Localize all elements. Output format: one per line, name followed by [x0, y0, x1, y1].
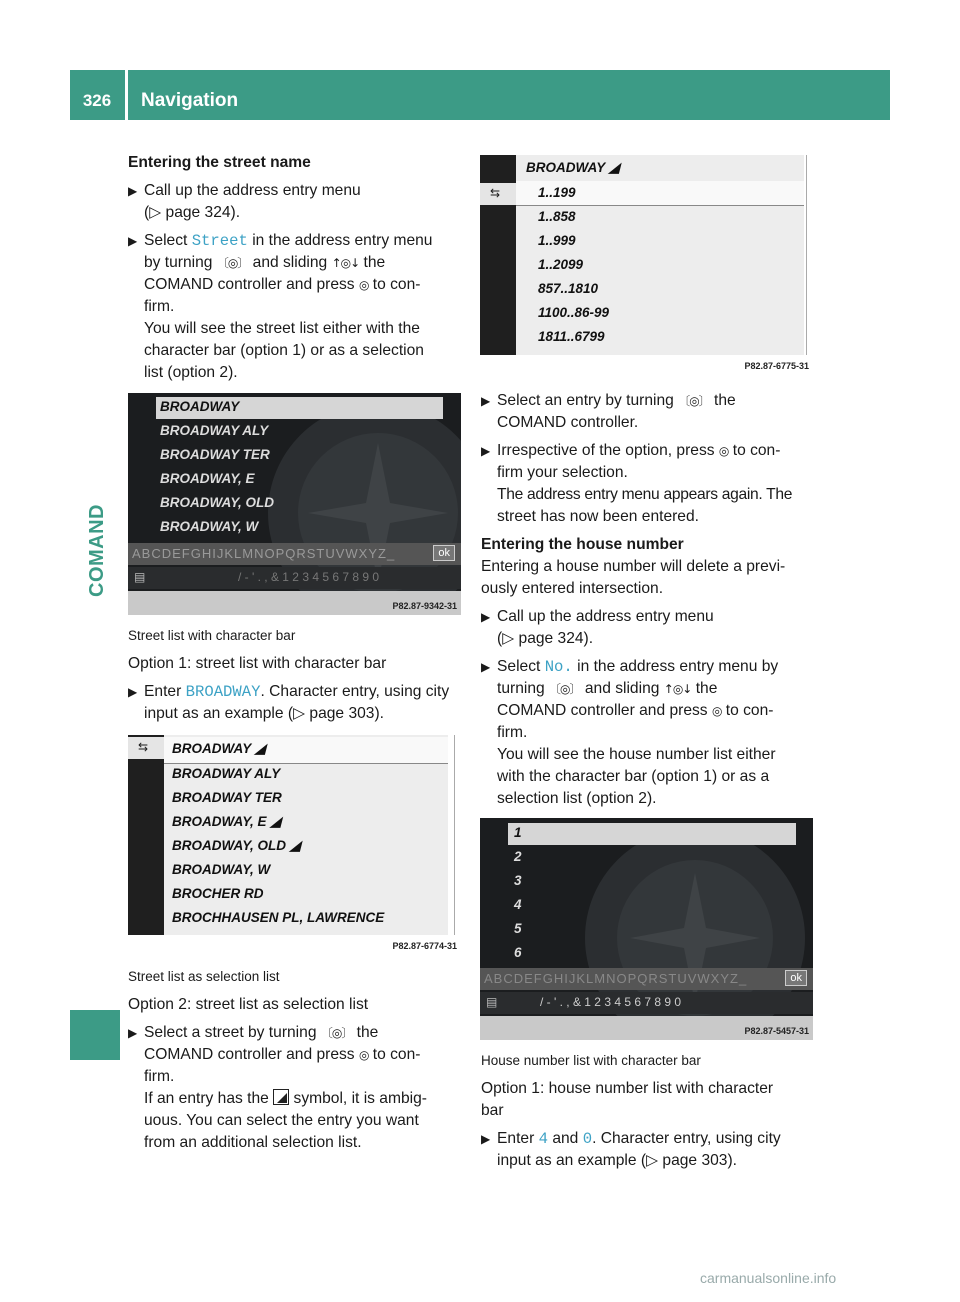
list-item: BROADWAY TER — [160, 447, 270, 462]
list-item: BROADWAY ◢ — [172, 741, 266, 756]
screenshot-street-selection-list — [128, 735, 461, 955]
digit-4-entry: 4 — [538, 1130, 548, 1148]
list-item: BROADWAY, E — [160, 471, 255, 486]
character-bar: ABCDEFGHIJKLMNOPQRSTUVWXYZ_ ok — [480, 968, 813, 990]
back-icon: ▤ — [134, 570, 146, 584]
heading-house-number: Entering the house number — [481, 536, 684, 553]
ambiguous-symbol-icon — [273, 1089, 289, 1105]
back-icon: ⇆ — [138, 740, 149, 754]
heading-street-name: Entering the street name — [128, 154, 311, 171]
street-menu-item: Street — [191, 232, 248, 250]
turn-controller-icon: 〔◎〕 — [549, 682, 581, 696]
press-controller-icon: ◎ — [358, 278, 369, 292]
bullet-icon: ▶ — [481, 660, 491, 674]
list-item: BROADWAY — [160, 399, 240, 414]
watermark: carmanualsonline.info — [700, 1270, 837, 1286]
digit-0-entry: 0 — [582, 1130, 593, 1148]
list-item: 1..199 — [538, 185, 576, 200]
step-select-street-list: ▶ Select a street by turning 〔◎〕 the COMAND controller and press ◎ to con- firm. If an entry has the symbol, it is ambig- uous. You can select the entry you want from an additional selection list. — [128, 1024, 427, 1151]
step-confirm-selection: ▶ Irrespective of the option, press ◎ to con- firm your selection. The address entry menu appears again. The street has now been entered. — [481, 442, 793, 525]
list-item: 857..1810 — [538, 281, 599, 296]
list-item: 4 — [514, 897, 522, 912]
option-1-house-label: Option 1: house number list with character — [481, 1080, 774, 1097]
number-bar: ▤ / - ' . , & 1 2 3 4 5 6 7 8 9 0 — [480, 992, 813, 1014]
image-code: P82.87-6775-31 — [744, 361, 809, 371]
list-item: 1100..86-99 — [538, 305, 610, 320]
back-button — [128, 737, 164, 759]
list-item: BROADWAY, W — [160, 519, 259, 534]
screenshot-house-number-char-bar — [480, 818, 813, 1040]
list-item: 2 — [514, 849, 522, 864]
list-item: 1..858 — [538, 209, 576, 224]
caption-house-number-char-bar: House number list with character bar — [481, 1053, 701, 1068]
step-call-menu-2: ▶ Call up the address entry menu (▷ page 324). — [481, 608, 714, 647]
list-item: 1..999 — [538, 233, 576, 248]
caption-street-list-char-bar: Street list with character bar — [128, 628, 296, 643]
left-column — [128, 152, 461, 384]
list-item: BROADWAY, OLD — [160, 495, 275, 510]
image-code: P82.87-9342-31 — [392, 601, 457, 611]
list-item: 6 — [514, 945, 522, 960]
left-panel — [128, 735, 164, 935]
press-controller-icon: ◎ — [718, 444, 729, 458]
back-icon: ⇆ — [490, 186, 501, 200]
list-item: BROADWAY, W — [172, 862, 271, 877]
page-number: 326 — [82, 91, 112, 110]
header-divider — [125, 70, 128, 120]
bullet-icon: ▶ — [128, 685, 138, 699]
scrollbar — [806, 155, 810, 355]
turn-controller-icon: 〔◎〕 — [216, 256, 249, 270]
sidebar-marker — [70, 1010, 120, 1060]
list-panel — [164, 735, 448, 935]
list-item: BROCHER RD — [172, 886, 264, 901]
image-code: P82.87-5457-31 — [744, 1026, 809, 1036]
image-code: P82.87-6774-31 — [392, 941, 457, 951]
number-bar: ▤ / - ' . , & 1 2 3 4 5 6 7 8 9 0 — [128, 567, 461, 589]
list-item: BROADWAY TER — [172, 790, 282, 805]
step-select-no: ▶ Select No. in the address entry menu by turning 〔◎〕 and sliding ↑◎↓ the COMAND controller and press ◎ to con- firm. You will see the house number list either with the character bar (option 1) or as a selection list (option 2). — [481, 658, 779, 807]
list-item: BROADWAY, OLD ◢ — [172, 838, 301, 853]
back-icon: ▤ — [486, 995, 498, 1009]
list-item: 3 — [514, 873, 522, 888]
bullet-icon: ▶ — [481, 444, 491, 458]
ok-button: ok — [433, 545, 455, 561]
option-1-label: Option 1: street list with character bar — [128, 655, 387, 672]
bullet-icon: ▶ — [128, 1026, 138, 1040]
bullet-icon: ▶ — [481, 394, 491, 408]
back-button — [480, 183, 516, 205]
list-item: BROCHHAUSEN PL, LAWRENCE — [172, 910, 385, 925]
step-call-menu: ▶ Call up the address entry menu (▷ page 324). — [128, 182, 361, 221]
list-item: 5 — [514, 921, 522, 936]
slide-controller-icon: ↑◎↓ — [331, 256, 360, 270]
press-controller-icon: ◎ — [358, 1048, 369, 1062]
selected-row-highlight — [508, 823, 796, 845]
list-item: 1..2099 — [538, 257, 584, 272]
list-header: BROADWAY ◢ — [526, 160, 620, 175]
list-item: BROADWAY, E ◢ — [172, 814, 281, 829]
sidebar-chapter-label: COMAND — [85, 503, 108, 597]
screenshot-house-range-list — [480, 155, 813, 375]
caption-street-selection-list: Street list as selection list — [128, 969, 280, 984]
scrollbar — [454, 735, 458, 935]
turn-controller-icon: 〔◎〕 — [678, 394, 710, 408]
bullet-icon: ▶ — [481, 610, 491, 624]
character-bar: ABCDEFGHIJKLMNOPQRSTUVWXYZ_ ok — [128, 543, 461, 565]
list-item: 1 — [514, 825, 522, 840]
broadway-entry: BROADWAY — [185, 683, 261, 701]
list-item: 1811..6799 — [538, 329, 605, 344]
list-item: BROADWAY ALY — [172, 766, 281, 781]
ok-button: ok — [785, 970, 807, 986]
step-enter-broadway: ▶ Enter BROADWAY. Character entry, using city input as an example (▷ page 303). — [128, 683, 450, 722]
screenshot-street-list-char-bar — [128, 393, 461, 615]
turn-controller-icon: 〔◎〕 — [320, 1026, 353, 1040]
bullet-icon: ▶ — [481, 1132, 491, 1146]
option-2-label: Option 2: street list as selection list — [128, 996, 369, 1013]
bullet-icon: ▶ — [128, 234, 138, 248]
section-title: Navigation — [141, 90, 239, 111]
press-controller-icon: ◎ — [711, 704, 722, 718]
step-select-entry: ▶ Select an entry by turning 〔◎〕 the COMAND controller. — [481, 392, 736, 431]
slide-controller-icon: ↑◎↓ — [663, 682, 692, 696]
step-select-street: ▶ Select Street in the address entry menu by turning 〔◎〕 and sliding ↑◎↓ the COMAND controller and press ◎ to con- firm. You will see the street list either with the character bar (option 1) or as a selection list (option 2). — [128, 232, 433, 381]
bullet-icon: ▶ — [128, 184, 138, 198]
no-menu-item: No. — [544, 658, 573, 676]
step-enter-house-number: ▶ Enter 4 and 0. Character entry, using city input as an example (▷ page 303). — [481, 1130, 781, 1169]
list-item: BROADWAY ALY — [160, 423, 269, 438]
